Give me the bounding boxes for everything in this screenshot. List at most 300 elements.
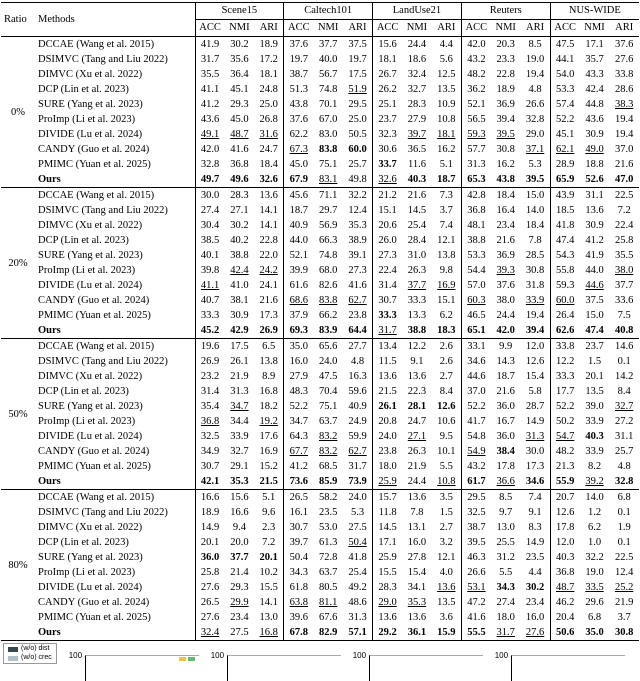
value-cell: 12.2 bbox=[550, 354, 580, 369]
value-cell: 33.9 bbox=[230, 431, 249, 442]
figure-strip bbox=[0, 643, 640, 668]
y-axis-tick: 100 bbox=[352, 651, 367, 660]
value-cell: 16.0 bbox=[284, 354, 314, 369]
value-cell: 57.7 bbox=[461, 142, 491, 157]
table-row bbox=[1, 323, 639, 339]
table-row bbox=[1, 127, 639, 142]
value-cell: 32.4 bbox=[407, 69, 427, 80]
value-cell: 27.6 bbox=[195, 580, 225, 595]
dataset-header: Reuters bbox=[461, 3, 550, 20]
value-cell: 24.9 bbox=[348, 416, 367, 427]
value-cell: 21.9 bbox=[230, 371, 249, 382]
value-cell: 59.3 bbox=[550, 278, 580, 293]
value-cell: 7.8 bbox=[410, 507, 424, 518]
metric-header: ARI bbox=[609, 20, 639, 37]
method-cell: DSIMVC (Tang and Liu 2022) bbox=[38, 54, 168, 65]
value-cell: 14.5 bbox=[407, 205, 427, 216]
value-cell: 26.6 bbox=[525, 99, 545, 110]
value-cell: 31.7 bbox=[373, 323, 403, 339]
value-cell: 35.3 bbox=[230, 476, 249, 487]
value-cell: 57.1 bbox=[348, 627, 367, 638]
value-cell: 1.9 bbox=[617, 522, 631, 533]
value-cell: 25.8 bbox=[195, 565, 225, 580]
value-cell: 53.3 bbox=[461, 248, 491, 263]
value-cell: 30.8 bbox=[496, 144, 515, 155]
value-cell: 25.8 bbox=[614, 235, 634, 246]
value-cell: 14.9 bbox=[525, 537, 545, 548]
value-cell: 41.9 bbox=[195, 37, 225, 53]
value-cell: 31.2 bbox=[496, 552, 515, 563]
metric-header: ARI bbox=[254, 20, 284, 37]
value-cell: 27.5 bbox=[230, 627, 249, 638]
value-cell: 19.6 bbox=[195, 339, 225, 355]
value-cell: 15.5 bbox=[373, 565, 403, 580]
chart-panel bbox=[487, 643, 625, 681]
table-row bbox=[1, 157, 639, 172]
method-cell: ProImp (Li et al. 2023) bbox=[38, 265, 136, 276]
value-cell: 15.7 bbox=[373, 490, 403, 506]
table-row bbox=[1, 580, 639, 595]
value-cell: 68.5 bbox=[318, 461, 338, 472]
value-cell: 17.3 bbox=[525, 461, 545, 472]
value-cell: 26.5 bbox=[195, 595, 225, 610]
value-cell: 33.8 bbox=[614, 69, 634, 80]
value-cell: 72.8 bbox=[318, 552, 338, 563]
value-cell: 40.9 bbox=[284, 218, 314, 233]
chart-axis bbox=[511, 655, 625, 681]
value-cell: 42.4 bbox=[585, 84, 604, 95]
table-row bbox=[1, 474, 639, 490]
value-cell: 39.6 bbox=[284, 610, 314, 625]
value-cell: 13.1 bbox=[407, 522, 427, 533]
value-cell: 3.7 bbox=[439, 205, 453, 216]
value-cell: 25.4 bbox=[348, 567, 367, 578]
value-cell: 30.8 bbox=[614, 627, 634, 638]
value-cell: 31.3 bbox=[230, 386, 249, 397]
value-cell: 36.8 bbox=[195, 414, 225, 429]
value-cell: 51.3 bbox=[284, 82, 314, 97]
value-cell: 37.5 bbox=[343, 37, 373, 53]
value-cell: 18.6 bbox=[407, 54, 427, 65]
value-cell: 27.6 bbox=[195, 610, 225, 625]
value-cell: 40.8 bbox=[614, 325, 634, 336]
value-cell: 19.4 bbox=[525, 69, 545, 80]
y-axis-tick: 100 bbox=[210, 651, 225, 660]
value-cell: 30.2 bbox=[525, 582, 545, 593]
method-cell: DIVIDE (Lu et al. 2024) bbox=[38, 431, 143, 442]
value-cell: 35.6 bbox=[230, 54, 249, 65]
value-cell: 7.2 bbox=[617, 205, 631, 216]
value-cell: 8.9 bbox=[262, 371, 276, 382]
value-cell: 68.0 bbox=[318, 265, 338, 276]
value-cell: 18.0 bbox=[373, 459, 403, 474]
value-cell: 40.1 bbox=[195, 248, 225, 263]
value-cell: 4.8 bbox=[528, 84, 542, 95]
table-row bbox=[1, 203, 639, 218]
value-cell: 27.3 bbox=[373, 248, 403, 263]
value-cell: 15.2 bbox=[259, 461, 278, 472]
value-cell: 27.3 bbox=[348, 265, 367, 276]
value-cell: 30.9 bbox=[585, 129, 604, 140]
value-cell: 70.1 bbox=[318, 99, 338, 110]
method-cell: CANDY (Guo et al. 2024) bbox=[38, 295, 150, 306]
value-cell: 31.1 bbox=[614, 431, 634, 442]
value-cell: 34.4 bbox=[230, 416, 249, 427]
value-cell: 12.0 bbox=[521, 339, 551, 355]
value-cell: 16.7 bbox=[496, 416, 515, 427]
value-cell: 7.2 bbox=[262, 537, 276, 548]
value-cell: 18.9 bbox=[195, 505, 225, 520]
value-cell: 3.6 bbox=[439, 612, 453, 623]
value-cell: 83.2 bbox=[318, 431, 338, 442]
value-cell: 5.5 bbox=[499, 567, 513, 578]
table-row bbox=[1, 37, 639, 53]
chart-panel bbox=[203, 643, 341, 681]
value-cell: 67.8 bbox=[284, 625, 314, 641]
value-cell: 37.0 bbox=[614, 144, 634, 155]
value-cell: 39.8 bbox=[195, 263, 225, 278]
method-cell: ProImp (Li et al. 2023) bbox=[38, 567, 136, 578]
value-cell: 24.0 bbox=[318, 356, 338, 367]
value-cell: 48.7 bbox=[230, 129, 249, 140]
method-cell: PMIMC (Yuan et al. 2025) bbox=[38, 310, 151, 321]
method-cell: DIMVC (Xu et al. 2022) bbox=[38, 69, 143, 80]
value-cell: 6.8 bbox=[587, 612, 602, 623]
value-cell: 14.6 bbox=[609, 339, 639, 355]
value-cell: 11.8 bbox=[373, 505, 403, 520]
value-cell: 60.0 bbox=[348, 144, 367, 155]
value-cell: 18.3 bbox=[437, 325, 456, 336]
legend-swatch bbox=[179, 657, 186, 661]
table-row bbox=[1, 520, 639, 535]
value-cell: 41.1 bbox=[195, 82, 225, 97]
value-cell: 4.8 bbox=[617, 461, 631, 472]
value-cell: 54.0 bbox=[550, 67, 580, 82]
value-cell: 22.3 bbox=[407, 386, 427, 397]
y-axis-tick: 100 bbox=[494, 651, 509, 660]
table-row bbox=[1, 610, 639, 625]
method-cell: SURE (Yang et al. 2023) bbox=[38, 552, 143, 563]
value-cell: 74.8 bbox=[318, 84, 338, 95]
value-cell: 36.8 bbox=[230, 159, 249, 170]
value-cell: 26.6 bbox=[461, 565, 491, 580]
value-cell: 50.5 bbox=[348, 129, 367, 140]
value-cell: 48.6 bbox=[348, 597, 367, 608]
value-cell: 32.5 bbox=[195, 429, 225, 444]
value-cell: 31.7 bbox=[496, 627, 515, 638]
value-cell: 25.7 bbox=[614, 446, 634, 457]
value-cell: 28.4 bbox=[407, 235, 427, 246]
legend-entry bbox=[8, 645, 52, 653]
value-cell: 28.3 bbox=[407, 99, 427, 110]
metric-header: ARI bbox=[521, 20, 551, 37]
value-cell: 13.0 bbox=[259, 612, 278, 623]
value-cell: 22.4 bbox=[614, 220, 634, 231]
value-cell: 2.7 bbox=[439, 522, 453, 533]
inplot-swatches bbox=[179, 657, 195, 661]
value-cell: 64.4 bbox=[348, 325, 367, 336]
value-cell: 25.9 bbox=[373, 550, 403, 565]
value-cell: 31.3 bbox=[461, 157, 491, 172]
figure-panels bbox=[57, 643, 640, 681]
value-cell: 38.8 bbox=[407, 325, 427, 336]
value-cell: 47.4 bbox=[585, 325, 604, 336]
value-cell: 56.5 bbox=[461, 112, 491, 127]
value-cell: 57.0 bbox=[461, 278, 491, 293]
value-cell: 38.0 bbox=[496, 295, 515, 306]
value-cell: 37.7 bbox=[230, 552, 249, 563]
value-cell: 28.7 bbox=[525, 401, 545, 412]
value-cell: 30.7 bbox=[373, 293, 403, 308]
value-cell: 4.8 bbox=[350, 356, 365, 367]
value-cell: 27.7 bbox=[343, 339, 373, 355]
value-cell: 21.9 bbox=[614, 597, 634, 608]
value-cell: 39.1 bbox=[348, 250, 367, 261]
table-row bbox=[1, 172, 639, 188]
value-cell: 18.1 bbox=[373, 52, 403, 67]
value-cell: 17.1 bbox=[580, 37, 610, 53]
value-cell: 48.2 bbox=[461, 67, 491, 82]
value-cell: 13.8 bbox=[437, 250, 456, 261]
value-cell: 15.4 bbox=[525, 371, 545, 382]
value-cell: 30.2 bbox=[230, 220, 249, 231]
table-row bbox=[1, 595, 639, 610]
value-cell: 42.1 bbox=[195, 474, 225, 490]
chart-axis bbox=[85, 655, 199, 681]
value-cell: 39.3 bbox=[496, 265, 515, 276]
value-cell: 36.5 bbox=[407, 144, 427, 155]
value-cell: 23.7 bbox=[580, 339, 610, 355]
chart-axis bbox=[227, 655, 341, 681]
value-cell: 54.8 bbox=[461, 429, 491, 444]
value-cell: 12.6 bbox=[550, 505, 580, 520]
dataset-header: Caltech101 bbox=[284, 3, 373, 20]
value-cell: 54.4 bbox=[461, 263, 491, 278]
metric-header: NMI bbox=[491, 20, 521, 37]
metric-header: NMI bbox=[313, 20, 343, 37]
value-cell: 14.3 bbox=[496, 356, 515, 367]
value-cell: 17.8 bbox=[550, 520, 580, 535]
value-cell: 48.1 bbox=[461, 218, 491, 233]
value-cell: 75.1 bbox=[318, 401, 338, 412]
value-cell: 41.8 bbox=[550, 218, 580, 233]
value-cell: 9.9 bbox=[491, 339, 521, 355]
value-cell: 24.7 bbox=[259, 144, 278, 155]
table-row bbox=[1, 399, 639, 414]
value-cell: 27.6 bbox=[614, 54, 634, 65]
value-cell: 63.8 bbox=[284, 595, 314, 610]
value-cell: 12.6 bbox=[525, 356, 545, 367]
dataset-header: Scene15 bbox=[195, 3, 284, 20]
value-cell: 51.9 bbox=[348, 84, 367, 95]
value-cell: 21.9 bbox=[407, 461, 427, 472]
value-cell: 67.9 bbox=[284, 172, 314, 188]
value-cell: 32.4 bbox=[195, 625, 225, 641]
value-cell: 41.2 bbox=[195, 97, 225, 112]
method-cell: DSIMVC (Tang and Liu 2022) bbox=[38, 356, 168, 367]
value-cell: 48.7 bbox=[550, 580, 580, 595]
table-row bbox=[1, 459, 639, 474]
value-cell: 50.4 bbox=[348, 537, 367, 548]
value-cell: 18.4 bbox=[259, 159, 278, 170]
value-cell: 26.1 bbox=[373, 399, 403, 414]
method-cell: DCP (Lin et al. 2023) bbox=[38, 386, 129, 397]
value-cell: 65.1 bbox=[461, 323, 491, 339]
value-cell: 57.4 bbox=[550, 97, 580, 112]
value-cell: 38.1 bbox=[230, 295, 249, 306]
value-cell: 23.4 bbox=[525, 597, 545, 608]
value-cell: 18.1 bbox=[437, 129, 456, 140]
table-row bbox=[1, 565, 639, 580]
value-cell: 38.3 bbox=[614, 99, 634, 110]
dataset-header: NUS-WIDE bbox=[550, 3, 639, 20]
figure-legend bbox=[3, 643, 57, 664]
value-cell: 44.6 bbox=[585, 280, 604, 291]
value-cell: 42.8 bbox=[461, 188, 491, 204]
value-cell: 14.1 bbox=[259, 220, 278, 231]
value-cell: 29.5 bbox=[348, 99, 367, 110]
value-cell: 7.4 bbox=[521, 490, 551, 506]
value-cell: 44.8 bbox=[585, 99, 604, 110]
value-cell: 63.7 bbox=[318, 567, 338, 578]
value-cell: 27.6 bbox=[525, 627, 545, 638]
value-cell: 22.8 bbox=[496, 69, 515, 80]
table-row bbox=[1, 535, 639, 550]
value-cell: 47.5 bbox=[318, 371, 338, 382]
value-cell: 1.0 bbox=[587, 537, 602, 548]
value-cell: 68.6 bbox=[284, 293, 314, 308]
value-cell: 33.3 bbox=[550, 369, 580, 384]
value-cell: 48.2 bbox=[550, 444, 580, 459]
value-cell: 9.8 bbox=[439, 265, 453, 276]
value-cell: 52.2 bbox=[550, 112, 580, 127]
value-cell: 10.6 bbox=[437, 416, 456, 427]
value-cell: 16.9 bbox=[437, 280, 456, 291]
value-cell: 40.3 bbox=[550, 550, 580, 565]
value-cell: 39.4 bbox=[496, 114, 515, 125]
table-row bbox=[1, 142, 639, 157]
value-cell: 3.7 bbox=[617, 612, 631, 623]
value-cell: 55.8 bbox=[550, 263, 580, 278]
value-cell: 13.6 bbox=[254, 188, 284, 204]
table-row bbox=[1, 505, 639, 520]
value-cell: 30.6 bbox=[373, 142, 403, 157]
value-cell: 26.0 bbox=[373, 233, 403, 248]
value-cell: 26.9 bbox=[195, 354, 225, 369]
value-cell: 59.9 bbox=[348, 431, 367, 442]
value-cell: 30.0 bbox=[195, 188, 225, 204]
metric-header: ACC bbox=[550, 20, 580, 37]
table-row bbox=[1, 52, 639, 67]
value-cell: 13.6 bbox=[373, 369, 403, 384]
value-cell: 23.7 bbox=[373, 112, 403, 127]
method-cell: DCCAE (Wang et al. 2015) bbox=[35, 37, 195, 53]
value-cell: 59.3 bbox=[461, 127, 491, 142]
legend-swatch bbox=[8, 656, 18, 661]
value-cell: 0.1 bbox=[617, 356, 631, 367]
value-cell: 23.5 bbox=[318, 507, 338, 518]
value-cell: 49.7 bbox=[195, 172, 225, 188]
value-cell: 10.9 bbox=[437, 99, 456, 110]
value-cell: 24.2 bbox=[259, 265, 278, 276]
value-cell: 33.9 bbox=[585, 416, 604, 427]
method-cell: CANDY (Guo et al. 2024) bbox=[38, 144, 150, 155]
value-cell: 73.6 bbox=[284, 474, 314, 490]
metric-header: NMI bbox=[402, 20, 432, 37]
value-cell: 20.0 bbox=[230, 537, 249, 548]
value-cell: 42.4 bbox=[230, 265, 249, 276]
value-cell: 56.9 bbox=[318, 220, 338, 231]
value-cell: 5.6 bbox=[439, 54, 453, 65]
value-cell: 32.7 bbox=[407, 84, 427, 95]
value-cell: 34.7 bbox=[284, 414, 314, 429]
value-cell: 2.6 bbox=[432, 339, 462, 355]
value-cell: 54.9 bbox=[461, 444, 491, 459]
value-cell: 20.1 bbox=[259, 552, 278, 563]
value-cell: 32.8 bbox=[195, 157, 225, 172]
value-cell: 18.7 bbox=[284, 203, 314, 218]
method-cell: DIVIDE (Lu et al. 2024) bbox=[38, 280, 143, 291]
value-cell: 40.2 bbox=[230, 235, 249, 246]
value-cell: 85.9 bbox=[318, 476, 338, 487]
value-cell: 35.3 bbox=[407, 597, 427, 608]
value-cell: 40.0 bbox=[318, 54, 338, 65]
header-row-datasets bbox=[1, 3, 639, 20]
value-cell: 37.6 bbox=[284, 37, 314, 53]
value-cell: 9.1 bbox=[410, 356, 424, 367]
value-cell: 41.8 bbox=[348, 552, 367, 563]
value-cell: 18.1 bbox=[259, 69, 278, 80]
value-cell: 19.7 bbox=[284, 52, 314, 67]
value-cell: 34.6 bbox=[461, 354, 491, 369]
value-cell: 24.4 bbox=[402, 37, 432, 53]
value-cell: 44.1 bbox=[550, 52, 580, 67]
value-cell: 36.9 bbox=[496, 99, 515, 110]
value-cell: 37.6 bbox=[496, 280, 515, 291]
value-cell: 55.5 bbox=[461, 625, 491, 641]
value-cell: 5.1 bbox=[439, 159, 453, 170]
value-cell: 13.5 bbox=[585, 386, 604, 397]
value-cell: 28.5 bbox=[525, 250, 545, 261]
value-cell: 5.1 bbox=[254, 490, 284, 506]
value-cell: 43.6 bbox=[195, 112, 225, 127]
value-cell: 34.1 bbox=[407, 582, 427, 593]
value-cell: 26.5 bbox=[284, 490, 314, 506]
value-cell: 46.3 bbox=[461, 550, 491, 565]
value-cell: 69.3 bbox=[284, 323, 314, 339]
value-cell: 54.3 bbox=[550, 248, 580, 263]
value-cell: 34.7 bbox=[230, 401, 249, 412]
value-cell: 27.4 bbox=[496, 597, 515, 608]
value-cell: 20.1 bbox=[585, 371, 604, 382]
value-cell: 8.2 bbox=[587, 461, 602, 472]
value-cell: 29.3 bbox=[230, 582, 249, 593]
metric-header: NMI bbox=[225, 20, 255, 37]
value-cell: 16.2 bbox=[496, 159, 515, 170]
value-cell: 14.5 bbox=[373, 520, 403, 535]
value-cell: 1.5 bbox=[439, 507, 453, 518]
value-cell: 12.1 bbox=[437, 552, 456, 563]
value-cell: 29.9 bbox=[230, 597, 249, 608]
value-cell: 41.0 bbox=[230, 280, 249, 291]
value-cell: 17.8 bbox=[496, 461, 515, 472]
value-cell: 32.7 bbox=[614, 401, 634, 412]
method-cell: DCCAE (Wang et al. 2015) bbox=[35, 188, 195, 204]
value-cell: 10.8 bbox=[437, 476, 456, 487]
method-cell: Ours bbox=[38, 174, 61, 185]
value-cell: 83.0 bbox=[318, 129, 338, 140]
y-axis-tick: 100 bbox=[68, 651, 83, 660]
